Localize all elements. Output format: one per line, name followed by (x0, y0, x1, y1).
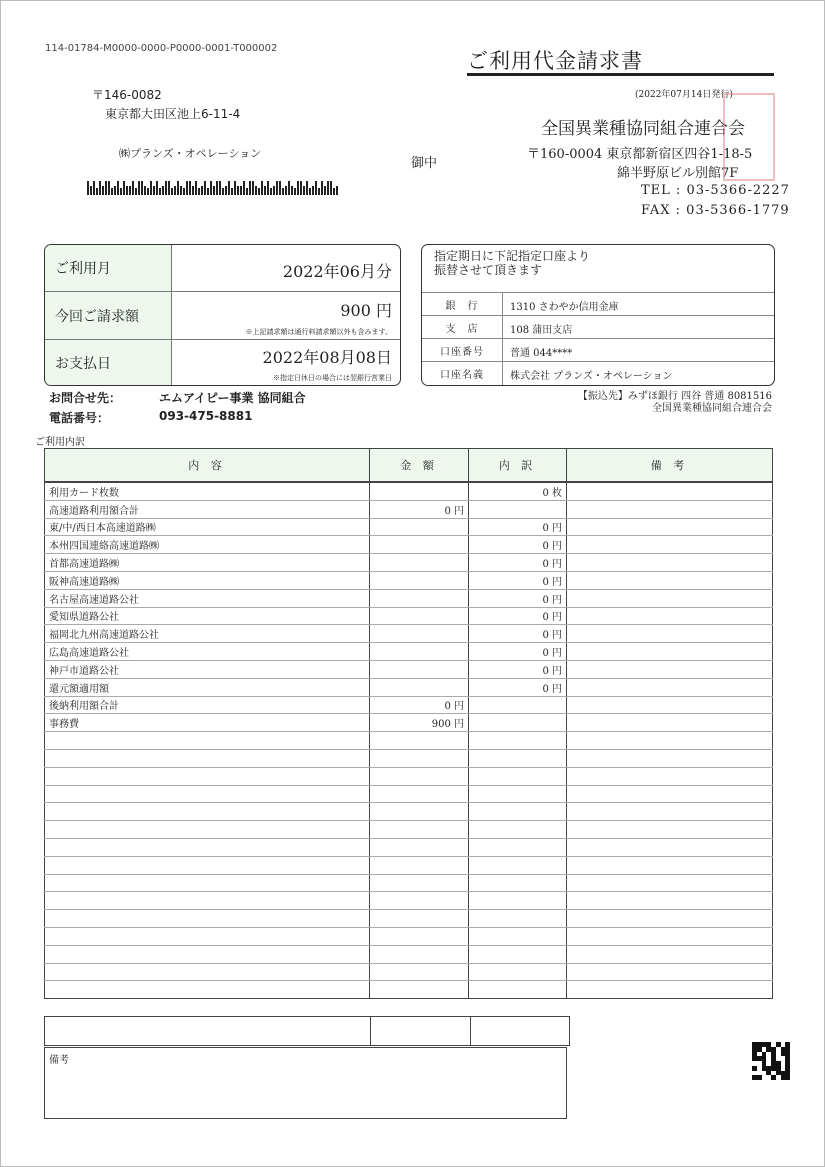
row-item: 阪神高速道路㈱ (45, 571, 370, 589)
title-underline (467, 73, 774, 76)
row-breakdown (469, 927, 567, 945)
bank-row-account-holder (422, 361, 774, 385)
row-amount (370, 554, 469, 572)
row-amount (370, 643, 469, 661)
row-amount (370, 518, 469, 536)
table-row (45, 803, 773, 821)
row-breakdown: 0 円 (469, 589, 567, 607)
row-breakdown (469, 714, 567, 732)
row-amount (370, 963, 469, 981)
phone-label: 電話番号： (49, 411, 110, 425)
row-item: 首都高速道路㈱ (45, 554, 370, 572)
billing-amount-note: ※上記請求額は通行料請求額以外も含みます。 (245, 328, 392, 336)
row-remarks (567, 963, 773, 981)
row-amount (370, 732, 469, 750)
recipient-company: ㈱プランズ・オペレーション (119, 147, 262, 160)
row-remarks (567, 589, 773, 607)
row-breakdown (469, 696, 567, 714)
row-breakdown (469, 910, 567, 928)
column-header-remarks: 備 考 (567, 449, 773, 483)
row-amount (370, 838, 469, 856)
row-remarks (567, 945, 773, 963)
recipient-honorific: 御中 (411, 156, 438, 171)
table-row (45, 927, 773, 945)
row-remarks (567, 892, 773, 910)
row-item: 高速道路利用額合計 (45, 500, 370, 518)
row-breakdown: 0 円 (469, 518, 567, 536)
row-remarks (567, 518, 773, 536)
row-remarks (567, 571, 773, 589)
table-row (45, 874, 773, 892)
table-row (45, 678, 773, 696)
row-amount (370, 874, 469, 892)
row-item: 本州四国連絡高速道路㈱ (45, 536, 370, 554)
row-breakdown (469, 803, 567, 821)
row-remarks (567, 732, 773, 750)
row-breakdown (469, 981, 567, 999)
row-amount (370, 678, 469, 696)
row-remarks (567, 981, 773, 999)
usage-month-row (45, 245, 400, 292)
row-item: 事務費 (45, 714, 370, 732)
bank-value: 1310 さわやか信用金庫 (510, 302, 619, 313)
row-remarks (567, 696, 773, 714)
table-row (45, 536, 773, 554)
table-row (45, 821, 773, 839)
row-amount (370, 536, 469, 554)
row-breakdown (469, 821, 567, 839)
row-breakdown: 0 円 (469, 625, 567, 643)
row-item (45, 981, 370, 999)
row-amount (370, 981, 469, 999)
row-item: 利用カード枚数 (45, 482, 370, 500)
row-breakdown (469, 892, 567, 910)
row-breakdown (469, 785, 567, 803)
table-row (45, 838, 773, 856)
issue-date: (2022年07月14日発行) (635, 90, 733, 100)
row-amount (370, 821, 469, 839)
row-item (45, 963, 370, 981)
row-breakdown: 0 円 (469, 660, 567, 678)
document-id: 114-01784-M0000-0000-P0000-0001-T000002 (45, 43, 278, 54)
table-row (45, 571, 773, 589)
row-remarks (567, 821, 773, 839)
row-breakdown: 0 円 (469, 678, 567, 696)
bank-row-branch (422, 315, 774, 339)
table-body (45, 482, 773, 999)
row-breakdown (469, 732, 567, 750)
row-item: 還元額適用額 (45, 678, 370, 696)
row-item (45, 767, 370, 785)
row-amount: 900 円 (370, 714, 469, 732)
row-remarks (567, 660, 773, 678)
row-amount (370, 607, 469, 625)
remarks-label: 備考 (49, 1055, 69, 1066)
table-row (45, 892, 773, 910)
bank-account-box (421, 244, 775, 386)
row-remarks (567, 785, 773, 803)
row-remarks (567, 678, 773, 696)
row-item: 愛知県道路公社 (45, 607, 370, 625)
bank-heading (434, 249, 590, 277)
row-breakdown: 0 円 (469, 536, 567, 554)
bank-heading-line2: 振替させて頂きます (434, 263, 543, 277)
row-remarks (567, 625, 773, 643)
row-amount (370, 749, 469, 767)
row-remarks (567, 910, 773, 928)
table-row (45, 643, 773, 661)
qr-code-icon (752, 1042, 790, 1080)
row-amount (370, 892, 469, 910)
account-number-value: 普通 044**** (510, 348, 573, 359)
remarks-box (44, 1047, 567, 1119)
row-amount (370, 945, 469, 963)
postal-barcode (87, 181, 353, 195)
bank-label: 銀 行 (422, 293, 503, 316)
payment-date-label: お支払日 (45, 340, 172, 385)
total-breakdown-cell (471, 1017, 570, 1046)
bank-heading-line1: 指定期日に下記指定口座より (434, 249, 591, 263)
row-remarks (567, 803, 773, 821)
sender-name: 全国異業種協同組合連合会 (541, 119, 745, 139)
row-remarks (567, 874, 773, 892)
row-breakdown: 0 円 (469, 643, 567, 661)
row-amount (370, 589, 469, 607)
table-row (45, 607, 773, 625)
billing-amount-label: 今回ご請求額 (45, 292, 172, 339)
branch-value: 108 蒲田支店 (510, 325, 573, 336)
total-row (45, 1017, 570, 1046)
table-row (45, 767, 773, 785)
table-row (45, 625, 773, 643)
column-header-breakdown: 内 訳 (469, 449, 567, 483)
table-row (45, 482, 773, 500)
row-breakdown: 0 円 (469, 554, 567, 572)
row-remarks (567, 500, 773, 518)
payment-date-note: ※指定日休日の場合には翌銀行営業日 (273, 374, 392, 382)
table-row (45, 660, 773, 678)
row-item (45, 732, 370, 750)
column-header-item: 内 容 (45, 449, 370, 483)
row-remarks (567, 767, 773, 785)
row-amount (370, 856, 469, 874)
row-item (45, 803, 370, 821)
row-item (45, 838, 370, 856)
row-breakdown (469, 874, 567, 892)
row-remarks (567, 749, 773, 767)
row-item: 名古屋高速道路公社 (45, 589, 370, 607)
row-item: 東/中/西日本高速道路㈱ (45, 518, 370, 536)
row-breakdown (469, 838, 567, 856)
table-row (45, 554, 773, 572)
row-amount (370, 785, 469, 803)
row-item (45, 749, 370, 767)
account-holder-value: 株式会社 プランズ・オペレーション (510, 371, 673, 382)
row-item (45, 821, 370, 839)
row-item (45, 785, 370, 803)
row-item: 神戸市道路公社 (45, 660, 370, 678)
row-breakdown (469, 945, 567, 963)
transfer-destination: 【振込先】みずほ銀行 四谷 普通 8081516 (577, 391, 772, 402)
row-breakdown (469, 963, 567, 981)
account-holder-label: 口座名義 (422, 362, 503, 385)
details-section-title: ご利用内訳 (35, 437, 85, 448)
usage-details-table (44, 448, 773, 999)
row-remarks (567, 856, 773, 874)
row-amount (370, 482, 469, 500)
row-item: 後納利用額合計 (45, 696, 370, 714)
bank-row-account-number (422, 338, 774, 362)
row-amount (370, 910, 469, 928)
table-row (45, 749, 773, 767)
row-amount (370, 767, 469, 785)
row-item (45, 874, 370, 892)
contact-name: エムアイピー事業 協同組合 (159, 391, 306, 405)
company-seal-stamp (723, 93, 775, 181)
billing-amount-value: 900 円 (340, 301, 392, 320)
usage-month-value: 2022年06月分 (282, 262, 392, 281)
row-item: 広島高速道路公社 (45, 643, 370, 661)
column-header-amount: 金 額 (370, 449, 469, 483)
table-row (45, 589, 773, 607)
sender-fax: FAX : 03-5366-1779 (641, 203, 790, 218)
row-breakdown: 0 円 (469, 607, 567, 625)
sender-tel: TEL : 03-5366-2227 (641, 183, 790, 198)
row-remarks (567, 482, 773, 500)
row-item (45, 945, 370, 963)
table-row (45, 910, 773, 928)
table-row (45, 963, 773, 981)
sender-address-line1: 〒160-0004 東京都新宿区四谷1-18-5 (527, 147, 753, 162)
row-item (45, 892, 370, 910)
bank-row-bank (422, 292, 774, 316)
payment-date-row (45, 340, 400, 385)
table-header-row (45, 449, 773, 483)
billing-summary-box (44, 244, 401, 386)
table-row (45, 732, 773, 750)
recipient-address: 東京都大田区池上6-11-4 (105, 107, 241, 121)
row-amount (370, 660, 469, 678)
table-row (45, 785, 773, 803)
row-breakdown (469, 767, 567, 785)
contact-label: お問合せ先： (49, 391, 122, 405)
table-row (45, 714, 773, 732)
billing-amount-row (45, 292, 400, 340)
table-row (45, 518, 773, 536)
row-amount (370, 625, 469, 643)
row-breakdown (469, 749, 567, 767)
phone-number: 093-475-8881 (159, 409, 253, 423)
row-remarks (567, 838, 773, 856)
payment-date-value: 2022年08月08日 (262, 348, 392, 367)
table-row (45, 981, 773, 999)
table-row (45, 945, 773, 963)
row-breakdown (469, 500, 567, 518)
row-remarks (567, 927, 773, 945)
row-remarks (567, 643, 773, 661)
account-number-label: 口座番号 (422, 339, 503, 362)
recipient-postal-code: 〒146-0082 (92, 88, 162, 102)
row-breakdown: 0 枚 (469, 482, 567, 500)
row-item (45, 910, 370, 928)
row-amount: 0 円 (370, 696, 469, 714)
total-row-table (44, 1016, 570, 1046)
transfer-destination-holder: 全国異業種協同組合連合会 (652, 403, 772, 414)
row-breakdown (469, 856, 567, 874)
row-amount: 0 円 (370, 500, 469, 518)
row-item: 福岡北九州高速道路公社 (45, 625, 370, 643)
row-remarks (567, 607, 773, 625)
table-row (45, 696, 773, 714)
usage-month-label: ご利用月 (45, 245, 172, 291)
total-cell (45, 1017, 371, 1046)
row-remarks (567, 714, 773, 732)
row-amount (370, 571, 469, 589)
row-amount (370, 803, 469, 821)
row-remarks (567, 536, 773, 554)
table-row (45, 500, 773, 518)
row-amount (370, 927, 469, 945)
row-item (45, 927, 370, 945)
total-amount-cell (371, 1017, 471, 1046)
sender-address-line2: 綿半野原ビル別館7F (617, 166, 739, 181)
row-remarks (567, 554, 773, 572)
branch-label: 支 店 (422, 316, 503, 339)
page-title: ご利用代金請求書 (467, 49, 643, 73)
table-row (45, 856, 773, 874)
row-breakdown: 0 円 (469, 571, 567, 589)
row-item (45, 856, 370, 874)
